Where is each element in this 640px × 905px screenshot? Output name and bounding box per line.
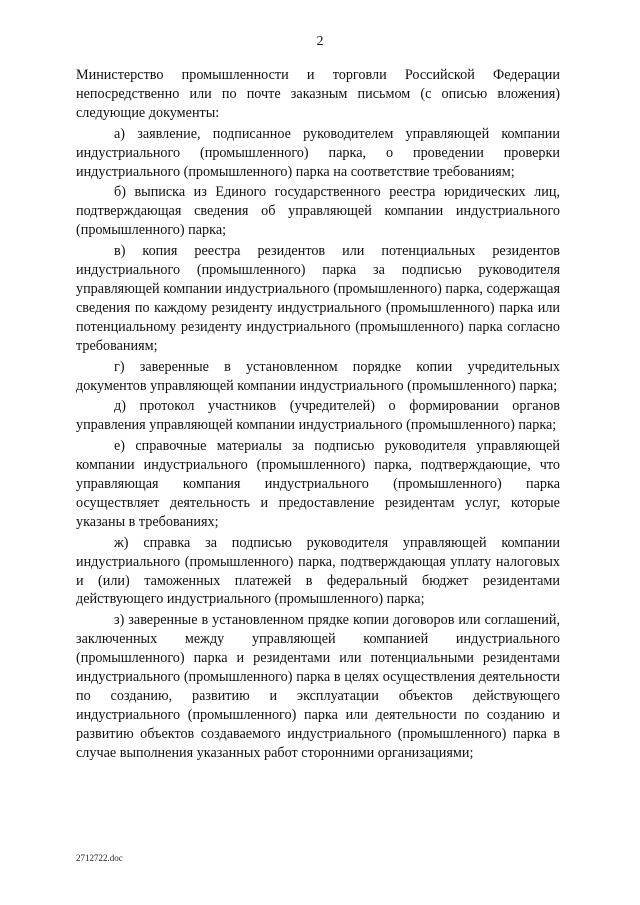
paragraph-item-e: е) справочные материалы за подписью руководителя управляющей компании индустриального (промышленного) парка, подтверждающие, что управляющая компания индустриального (промышленного) парка осуществляет деятельность и предоставление резидентам услуг, которые указаны в требованиях;: [76, 438, 560, 530]
paragraph-item-zh: ж) справка за подписью руководителя управляющей компании индустриального (промышленного) парка, подтверждающая уплату налоговых и (или) таможенных платежей в федеральный бюджет резидентами действующего индустриального (промышленного) парка;: [76, 534, 560, 608]
paragraph-item-d: д) протокол участников (учредителей) о формировании органов управления управляющей компании индустриального (промышленного) парка;: [76, 398, 560, 434]
document-body: [76, 66, 560, 765]
page-number: 2: [316, 34, 324, 49]
document-file-code: 2712722.doc: [76, 853, 123, 863]
paragraph-item-a: а) заявление, подписанное руководителем управляющей компании индустриального (промышленного) парка, о проведении проверки индустриального (промышленного) парка на соответствие требованиям;: [76, 125, 560, 180]
paragraph-item-g: г) заверенные в установленном порядке копии учредительных документов управляющей компании индустриального (промышленного) парка;: [76, 358, 560, 394]
paragraph-intro: Министерство промышленности и торговли Российской Федерации непосредственно или по почте заказным письмом (с описью вложения) следующие документы:: [76, 67, 560, 121]
paragraph-item-z: з) заверенные в установленном прядке копии договоров или соглашений, заключенных между управляющей компанией индустриального (промышленного) парка и резидентами или потенциальными резидентами индустриального (промышленного) парка в целях осуществления деятельности по созданию, развитию и эксплуатации объектов действующего индустриального (промышленного) парка или деятельности по созданию и развитию объектов создаваемого индустриального (промышленного) парка в случае выполнения указанных работ сторонними организациями;: [76, 612, 560, 761]
paragraph-item-b: б) выписка из Единого государственного реестра юридических лиц, подтверждающая сведения об управляющей компании индустриального (промышленного) парка;: [76, 184, 560, 239]
paragraph-item-v: в) копия реестра резидентов или потенциальных резидентов индустриального (промышленного) парка за подписью руководителя управляющей компании индустриального (промышленного) парка, содержащая сведения по каждому резиденту индустриального (промышленного) парка или потенциальному резиденту индустриального (промышленного) парка согласно требованиям;: [76, 243, 560, 354]
